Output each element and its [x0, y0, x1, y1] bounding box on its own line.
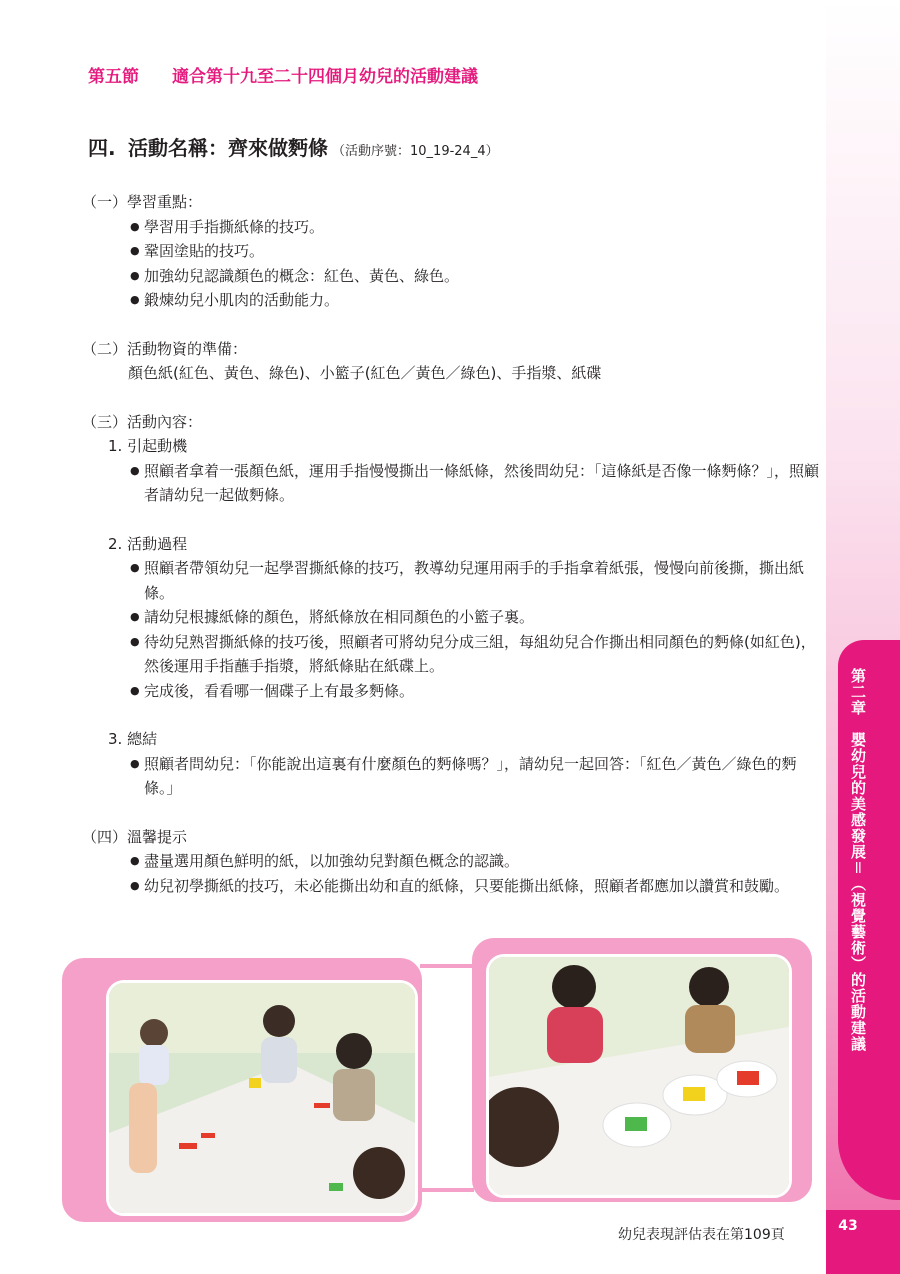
section-header [88, 62, 478, 87]
content-part-list [82, 459, 822, 508]
list-item: ● 盡量選用顏色鮮明的紙，以加強幼兒對顏色概念的認識。 [130, 849, 822, 874]
list-item: ● 幼兒初學撕紙的技巧，未必能撕出幼和直的紙條，只要能撕出紙條，照顧者都應加以讚賞和鼓勵。 [130, 874, 822, 899]
materials-heading: （二）活動物資的準備： [82, 339, 248, 358]
content-heading: （三）活動內容： [82, 412, 203, 431]
content-part-title: 3. 總結 [108, 730, 158, 748]
footer-reference: 幼兒表現評估表在第109頁 [618, 1227, 785, 1243]
section-title: 適合第十九至二十四個月幼兒的活動建議 [172, 67, 478, 87]
activity-title [88, 132, 499, 161]
list-item: ● 請幼兒根據紙條的顏色，將紙條放在相同顏色的小籃子裏。 [130, 605, 822, 630]
activity-photo-1 [106, 980, 418, 1216]
activity-serial: （活動序號：10_19-24_4） [332, 144, 499, 159]
list-item: ● 照顧者帶領幼兒一起學習撕紙條的技巧，教導幼兒運用兩手的手指拿着紙張，慢慢向前後撕，撕出紙條。 [130, 556, 822, 605]
tips-heading: （四）溫馨提示 [82, 827, 188, 846]
content-part-list [82, 752, 822, 801]
list-item: ● 鍛煉幼兒小肌肉的活動能力。 [130, 288, 822, 313]
learning-list [82, 215, 822, 313]
frame-connector [420, 964, 474, 1192]
list-item: ● 照顧者問幼兒：「你能說出這裏有什麼顏色的麪條嗎？」，請幼兒一起回答：「紅色／黃色／綠色的麪條。」 [130, 752, 822, 801]
activity-photo-2 [486, 954, 792, 1198]
activity-name: 活動名稱：齊來做麪條 [128, 136, 328, 160]
content-part-title: 2. 活動過程 [108, 534, 188, 553]
content-part-title: 1. 引起動機 [108, 437, 188, 455]
section-number: 第五節 [88, 67, 139, 87]
chapter-tab-label: 第二章 嬰幼兒的美感發展＝（視覺藝術）的活動建議 [849, 668, 867, 1053]
activity-number: 四. [88, 136, 116, 160]
list-item: ● 照顧者拿着一張顏色紙，運用手指慢慢撕出一條紙條，然後問幼兒：「這條紙是否像一條麪條？」，照顧者請幼兒一起做麪條。 [130, 459, 822, 508]
list-item: ● 待幼兒熟習撕紙條的技巧後，照顧者可將幼兒分成三組，每組幼兒合作撕出相同顏色的麪條(如紅色)，然後運用手指蘸手指漿，將紙條貼在紙碟上。 [130, 630, 822, 679]
materials-text: 顏色紙(紅色、黃色、綠色)、小籃子(紅色／黃色／綠色)、手指漿、紙碟 [128, 364, 602, 382]
list-item: ● 加強幼兒認識顏色的概念：紅色、黃色、綠色。 [130, 264, 822, 289]
tips-list [82, 849, 822, 898]
learning-heading: （一）學習重點： [82, 193, 203, 211]
main-content [82, 190, 822, 898]
page-number: 43 [838, 1218, 858, 1234]
list-item: ● 鞏固塗貼的技巧。 [130, 239, 822, 264]
list-item: ● 學習用手指撕紙條的技巧。 [130, 215, 822, 240]
list-item: ● 完成後，看看哪一個碟子上有最多麪條。 [130, 679, 822, 704]
content-part-list [82, 556, 822, 703]
